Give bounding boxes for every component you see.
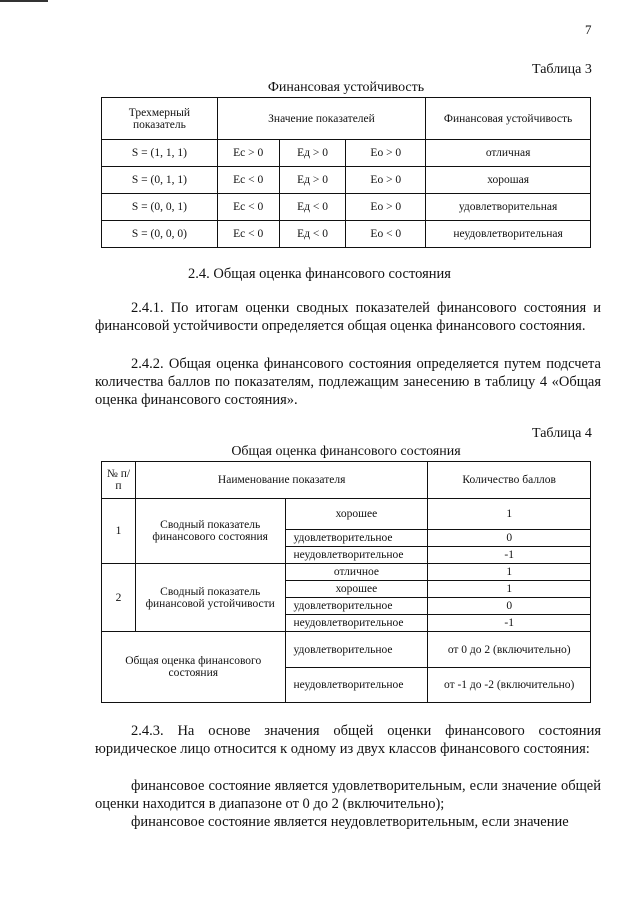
- paragraph-satisfactory: финансовое состояние является удовлетворительным, если значение общей оценки находится в диапазоне от 0 до 2 (включительно);: [95, 778, 601, 812]
- table4-header-score: Количество баллов: [428, 462, 591, 499]
- table-row: [102, 140, 591, 167]
- table4-score-cell: от 0 до 2 (включительно): [428, 632, 591, 668]
- table3-result-cell: неудовлетворительная: [426, 221, 591, 248]
- table4-level-cell: неудовлетворительное: [285, 547, 428, 564]
- section-heading: 2.4. Общая оценка финансового состояния: [188, 266, 451, 282]
- table4-score-cell: 0: [428, 530, 591, 547]
- table4-group1-num: 1: [102, 499, 136, 564]
- table4: [101, 461, 591, 703]
- table4-label: Таблица 4: [532, 426, 592, 441]
- table4-group2-name: Сводный показатель финансовой устойчивости: [135, 564, 285, 632]
- table4-level-cell: хорошее: [285, 581, 428, 598]
- table3: [101, 97, 591, 248]
- table4-level-cell: неудовлетворительное: [285, 615, 428, 632]
- table4-score-cell: 1: [428, 581, 591, 598]
- table4-score-cell: 1: [428, 564, 591, 581]
- paragraph-unsatisfactory: финансовое состояние является неудовлетворительным, если значение: [131, 814, 569, 830]
- table-row: [102, 167, 591, 194]
- table4-score-cell: 1: [428, 499, 591, 530]
- table3-result-cell: удовлетворительная: [426, 194, 591, 221]
- table3-eo-cell: Ео > 0: [346, 167, 426, 194]
- table4-caption: Общая оценка финансового состояния: [231, 444, 461, 459]
- scan-mark: [0, 0, 48, 2]
- table3-s-cell: S = (1, 1, 1): [102, 140, 218, 167]
- table3-s-cell: S = (0, 0, 0): [102, 221, 218, 248]
- table3-caption: Финансовая устойчивость: [267, 80, 425, 95]
- table3-label: Таблица 3: [532, 62, 592, 77]
- table4-level-cell: хорошее: [285, 499, 428, 530]
- table3-eo-cell: Ео < 0: [346, 221, 426, 248]
- table3-ed-cell: Ед > 0: [279, 167, 346, 194]
- table4-header-num: № п/п: [102, 462, 136, 499]
- table4-level-cell: неудовлетворительное: [285, 668, 428, 703]
- table4-level-cell: отличное: [285, 564, 428, 581]
- table4-score-cell: -1: [428, 547, 591, 564]
- table-row: [102, 221, 591, 248]
- table3-result-cell: отличная: [426, 140, 591, 167]
- table4-group1-name: Сводный показатель финансового состояния: [135, 499, 285, 564]
- table4-total-name: Общая оценка финансового состояния: [102, 632, 286, 703]
- paragraph-2-4-3: 2.4.3. На основе значения общей оценки финансового состояния юридическое лицо относится к одному из двух классов финансового состояния:: [95, 723, 601, 757]
- table4-level-cell: удовлетворительное: [285, 598, 428, 615]
- table3-ec-cell: Ес < 0: [217, 194, 279, 221]
- table3-eo-cell: Ео > 0: [346, 140, 426, 167]
- table3-ec-cell: Ес > 0: [217, 140, 279, 167]
- table4-level-cell: удовлетворительное: [285, 530, 428, 547]
- table-row: [102, 632, 591, 668]
- paragraph-2-4-2: 2.4.2. Общая оценка финансового состояния определяется путем подсчета количества баллов по показателям, подлежащим занесению в таблицу 4 «Общая оценка финансового состояния».: [95, 356, 601, 408]
- table3-ec-cell: Ес < 0: [217, 167, 279, 194]
- table3-header-stability: Финансовая устойчивость: [426, 98, 591, 140]
- table3-eo-cell: Ео > 0: [346, 194, 426, 221]
- table4-score-cell: от -1 до -2 (включительно): [428, 668, 591, 703]
- table-row: [102, 194, 591, 221]
- table3-ed-cell: Ед < 0: [279, 221, 346, 248]
- table4-score-cell: 0: [428, 598, 591, 615]
- table3-s-cell: S = (0, 0, 1): [102, 194, 218, 221]
- table3-s-cell: S = (0, 1, 1): [102, 167, 218, 194]
- table3-result-cell: хорошая: [426, 167, 591, 194]
- table-row: [102, 499, 591, 530]
- table4-group2-num: 2: [102, 564, 136, 632]
- table3-ec-cell: Ес < 0: [217, 221, 279, 248]
- table4-level-cell: удовлетворительное: [285, 632, 428, 668]
- table4-header-name: Наименование показателя: [135, 462, 427, 499]
- table3-header-indicator: Трехмерный показатель: [102, 98, 218, 140]
- table-row: [102, 564, 591, 581]
- paragraph-2-4-1: 2.4.1. По итогам оценки сводных показателей финансового состояния и финансовой устойчивости определяется общая оценка финансового состояния.: [95, 300, 601, 334]
- table3-header-values: Значение показателей: [217, 98, 425, 140]
- table3-ed-cell: Ед > 0: [279, 140, 346, 167]
- page-number: 7: [585, 22, 592, 37]
- table4-score-cell: -1: [428, 615, 591, 632]
- table3-ed-cell: Ед < 0: [279, 194, 346, 221]
